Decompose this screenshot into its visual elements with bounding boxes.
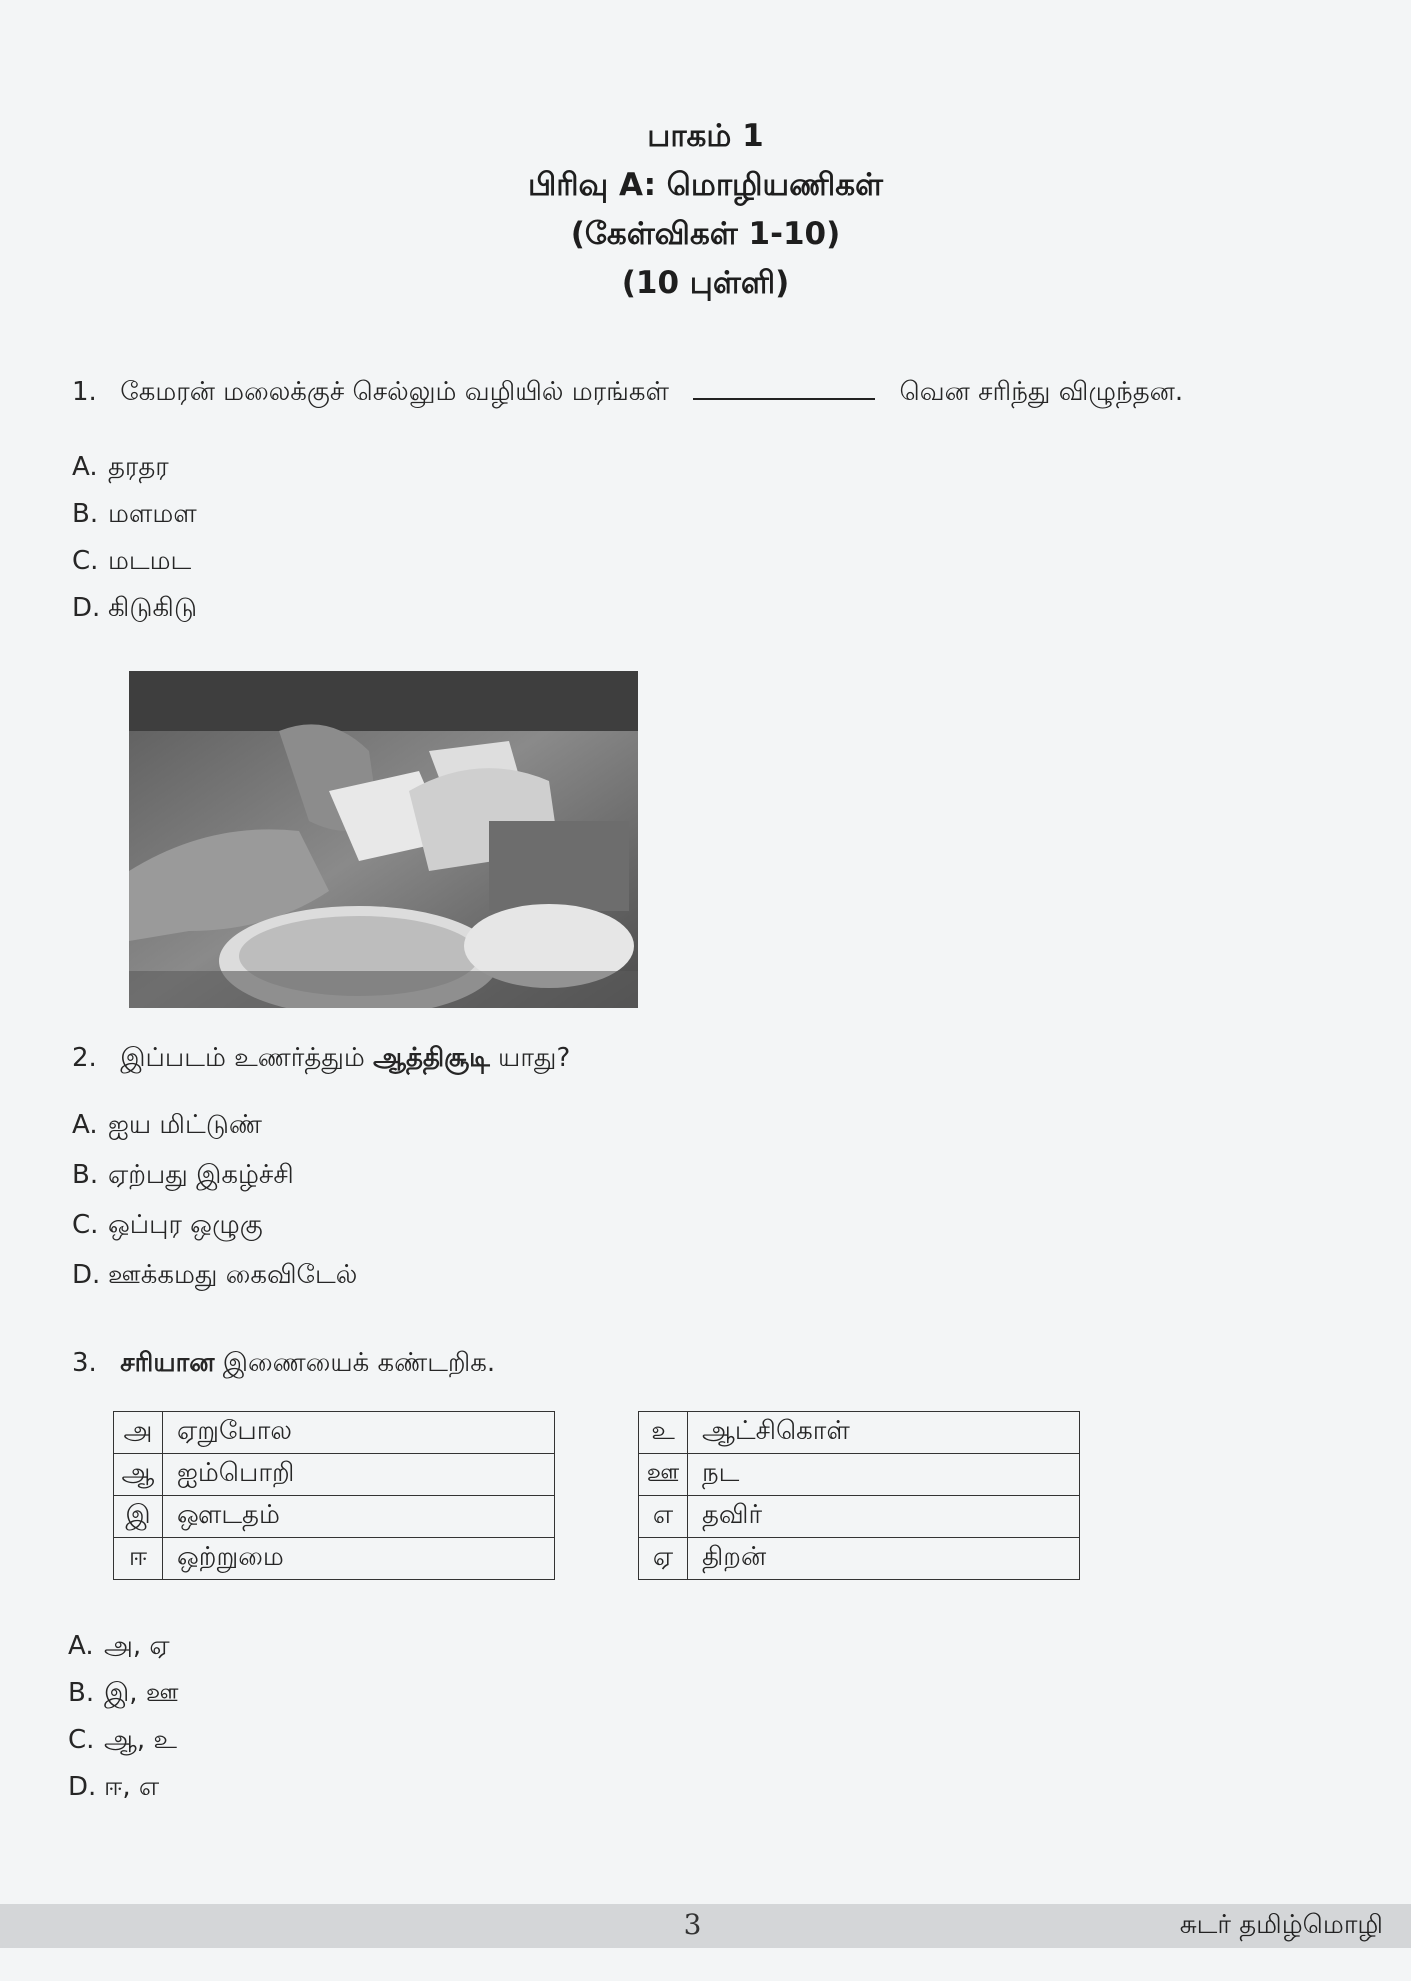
section-header xyxy=(0,112,1411,308)
part-title: பாகம் 1 xyxy=(647,118,764,154)
question-text: இப்படம் உணர்த்தும் xyxy=(120,1043,365,1073)
question-range: (கேள்விகள் 1-10) xyxy=(570,216,841,252)
question-number: 2. xyxy=(72,1043,97,1073)
option-d[interactable]: D. கிடுகிடு xyxy=(72,593,198,623)
option-c[interactable]: C. ஆ, உ xyxy=(68,1725,177,1755)
question-text: கேமரன் மலைக்குச் செல்லும் வழியில் மரங்கள் xyxy=(120,377,669,407)
question-number: 1. xyxy=(72,377,97,407)
option-b[interactable]: B. ஏற்பது இகழ்ச்சி xyxy=(72,1160,294,1190)
marks-label: (10 புள்ளி) xyxy=(621,265,790,301)
question-text-end: யாது? xyxy=(498,1043,571,1073)
table-row: எ தவிர் xyxy=(639,1496,1080,1538)
question-2 xyxy=(72,1043,570,1076)
question-1-options xyxy=(72,444,197,632)
option-a[interactable]: A. ஐய மிட்டுண் xyxy=(72,1110,263,1140)
option-c[interactable]: C. மடமட xyxy=(72,546,192,576)
table-row: ஈ ஒற்றுமை xyxy=(114,1538,555,1580)
question-3 xyxy=(72,1348,495,1381)
question-photo xyxy=(129,671,638,1008)
question-3-options xyxy=(68,1623,179,1811)
question-number: 3. xyxy=(72,1348,97,1378)
table-row: அ ஏறுபோல xyxy=(114,1412,555,1454)
answer-blank xyxy=(693,388,875,400)
option-b[interactable]: B. மளமள xyxy=(72,499,197,529)
question-text-end: வென சரிந்து விழுந்தன. xyxy=(899,377,1184,407)
option-b[interactable]: B. இ, ஊ xyxy=(68,1678,179,1708)
book-title: சுடர் தமிழ்மொழி xyxy=(1179,1910,1383,1940)
option-a[interactable]: A. தரதர xyxy=(72,452,169,482)
option-c[interactable]: C. ஒப்புர ஒழுகு xyxy=(72,1210,263,1240)
question-1 xyxy=(72,377,1183,410)
table-row: உ ஆட்சிகொள் xyxy=(639,1412,1080,1454)
question-keyword: ஆத்திசூடி xyxy=(373,1043,490,1073)
match-table-left xyxy=(113,1411,555,1580)
option-d[interactable]: D. ஊக்கமது கைவிடேல் xyxy=(72,1260,358,1290)
photo-illustration xyxy=(129,671,638,1008)
option-d[interactable]: D. ஈ, எ xyxy=(68,1772,160,1802)
table-row: இ ஔடதம் xyxy=(114,1496,555,1538)
table-row: ஊ நட xyxy=(639,1454,1080,1496)
match-table-right xyxy=(638,1411,1080,1580)
section-title: பிரிவு A: மொழியணிகள் xyxy=(527,167,884,203)
page-footer xyxy=(0,1904,1411,1948)
page-number: 3 xyxy=(683,1908,702,1941)
table-row: ஆ ஐம்பொறி xyxy=(114,1454,555,1496)
question-keyword: சரியான xyxy=(120,1348,215,1378)
table-row: ஏ திறன் xyxy=(639,1538,1080,1580)
question-text: இணையைக் கண்டறிக. xyxy=(222,1348,496,1378)
option-a[interactable]: A. அ, ஏ xyxy=(68,1631,170,1661)
question-2-options xyxy=(72,1100,357,1300)
